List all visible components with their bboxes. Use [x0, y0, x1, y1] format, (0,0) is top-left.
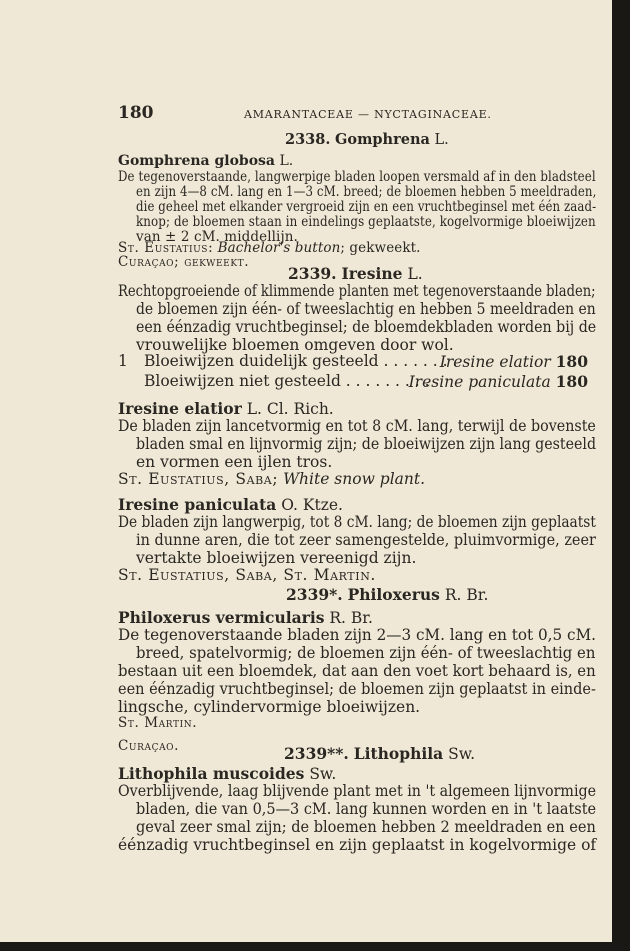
description-line: bladen smal en lijnvormig zijn; de bloeiwijzen zijn lang gesteeld: [136, 435, 597, 453]
species-heading-iresine-elatior: [118, 399, 334, 418]
locality-places: St. Eustatius:: [118, 240, 214, 256]
key-row: [118, 352, 588, 370]
common-name: Bachelor's button: [217, 240, 341, 256]
genus-name: Philoxerus: [347, 585, 440, 604]
description-line: Overblijvende, laag blijvende plant met in 't algemeen lijnvormige: [118, 782, 597, 800]
species-author: Sw.: [309, 765, 337, 783]
description-line: De tegenoverstaande bladen zijn 2—3 cM. lang en tot 0,5 cM.: [118, 626, 597, 644]
species-name: Philoxerus vermicularis: [118, 608, 325, 627]
species-author: L.: [279, 153, 294, 169]
locality-line: St. Martin.: [118, 715, 198, 731]
species-author: L. Cl. Rich.: [246, 400, 334, 418]
common-name: White snow plant.: [283, 470, 426, 488]
description-line: de bloemen zijn één- of tweeslachtig en hebben 5 meeldraden en: [136, 300, 596, 318]
locality-rest: ; gekweekt.: [340, 240, 421, 256]
genus-number: 2339*.: [286, 585, 343, 604]
locality-line: Curaçao; gekweekt.: [118, 254, 250, 270]
species-heading-iresine-paniculata: [118, 495, 343, 514]
species-name: Iresine paniculata: [118, 495, 277, 514]
description-line: breed, spatelvormig; de bloemen zijn één- of tweeslachtig en: [136, 644, 596, 662]
genus-name: Gomphrena: [335, 131, 430, 148]
description-line: die geheel met elkander vergroeid zijn en een vruchtbeginsel met één zaad-: [136, 199, 597, 215]
description-line: Rechtopgroeiende of klimmende planten met tegenoverstaande bladen;: [118, 282, 596, 300]
key-text: Bloeiwijzen niet gesteeld . . . . . . . . .: [144, 372, 430, 390]
genus-heading-iresine: [288, 264, 423, 283]
species-author: O. Ktze.: [281, 496, 343, 514]
key-page: 180: [555, 372, 588, 391]
species-heading-lithophila-muscoides: [118, 764, 336, 783]
genus-number: 2338.: [285, 131, 331, 148]
description-line: en zijn 4—8 cM. lang en 1—3 cM. breed; de bloemen hebben 5 meeldraden,: [136, 184, 597, 200]
description-line: een éénzadig vruchtbeginsel; de bloemen zijn geplaatst in einde-: [118, 680, 596, 698]
page-number: 180: [118, 103, 154, 123]
genus-author: L.: [434, 132, 449, 148]
genus-name: Lithophila: [353, 744, 444, 763]
key-text: Bloeiwijzen duidelijk gesteeld . . . . . . . .: [144, 352, 458, 370]
genus-number: 2339**.: [284, 744, 349, 763]
key-number: 1: [118, 352, 128, 370]
key-page: 180: [555, 352, 588, 371]
species-author: R. Br.: [329, 609, 373, 627]
locality-line: [118, 470, 425, 488]
description-line: vertakte bloeiwijzen vereenigd zijn.: [136, 549, 417, 567]
genus-author: Sw.: [448, 745, 476, 763]
description-line: knop; de bloemen staan in eindelings geplaatste, kogelvormige bloeiwijzen: [136, 214, 596, 230]
page-bottom-shadow: [0, 942, 630, 951]
description-line: van ± 2 cM. middellijn.: [136, 229, 298, 245]
key-taxon: Iresine elatior: [439, 353, 551, 371]
locality-line: St. Eustatius, Saba, St. Martin.: [118, 566, 376, 584]
species-name: Gomphrena globosa: [118, 153, 276, 169]
description-line: éénzadig vruchtbeginsel en zijn geplaatst in kogelvormige of: [118, 836, 597, 854]
description-line: De bladen zijn lancetvormig en tot 8 cM. lang, terwijl de bovenste: [118, 417, 596, 435]
running-title: AMARANTACEAE — NYCTAGINACEAE.: [244, 108, 492, 121]
genus-number: 2339.: [288, 264, 337, 283]
genus-heading-gomphrena: [285, 131, 449, 148]
locality-line: Curaçao.: [118, 738, 180, 754]
description-line: bestaan uit een bloemdek, dat aan den voet kort behaard is, en: [118, 662, 596, 680]
species-name: Iresine elatior: [118, 399, 242, 418]
species-name: Lithophila muscoides: [118, 764, 305, 783]
description-line: in dunne aren, die tot zeer samengestelde, pluimvormige, zeer: [136, 531, 596, 549]
genus-heading-philoxerus: [286, 585, 488, 604]
species-heading-philoxerus-vermicularis: [118, 608, 373, 627]
page-edge-shadow: [612, 0, 630, 951]
description-line: De tegenoverstaande, langwerpige bladen loopen versmald af in den bladsteel: [118, 169, 596, 185]
description-line: geval zeer smal zijn; de bloemen hebben 2 meeldraden en een: [136, 818, 596, 836]
key-taxon: Iresine paniculata: [408, 373, 551, 391]
genus-name: Iresine: [341, 264, 403, 283]
species-heading-gomphrena-globosa: [118, 153, 293, 169]
genus-author: L.: [407, 265, 423, 283]
genus-author: R. Br.: [444, 586, 489, 604]
key-result: [440, 352, 588, 371]
description-line: vrouwelijke bloemen omgeven door wol.: [136, 336, 454, 354]
description-line: bladen, die van 0,5—3 cM. lang kunnen worden en in 't laatste: [136, 800, 597, 818]
description-line: een éénzadig vruchtbeginsel; de bloemdekbladen worden bij de: [136, 318, 597, 336]
description-line: en vormen een ijlen tros.: [136, 453, 333, 471]
genus-heading-lithophila: [284, 744, 475, 763]
key-result: [409, 372, 588, 391]
description-line: lingsche, cylindervormige bloeiwijzen.: [118, 698, 421, 716]
description-line: De bladen zijn langwerpig, tot 8 cM. lang; de bloemen zijn geplaatst: [118, 513, 596, 531]
locality-places: St. Eustatius, Saba;: [118, 470, 279, 488]
